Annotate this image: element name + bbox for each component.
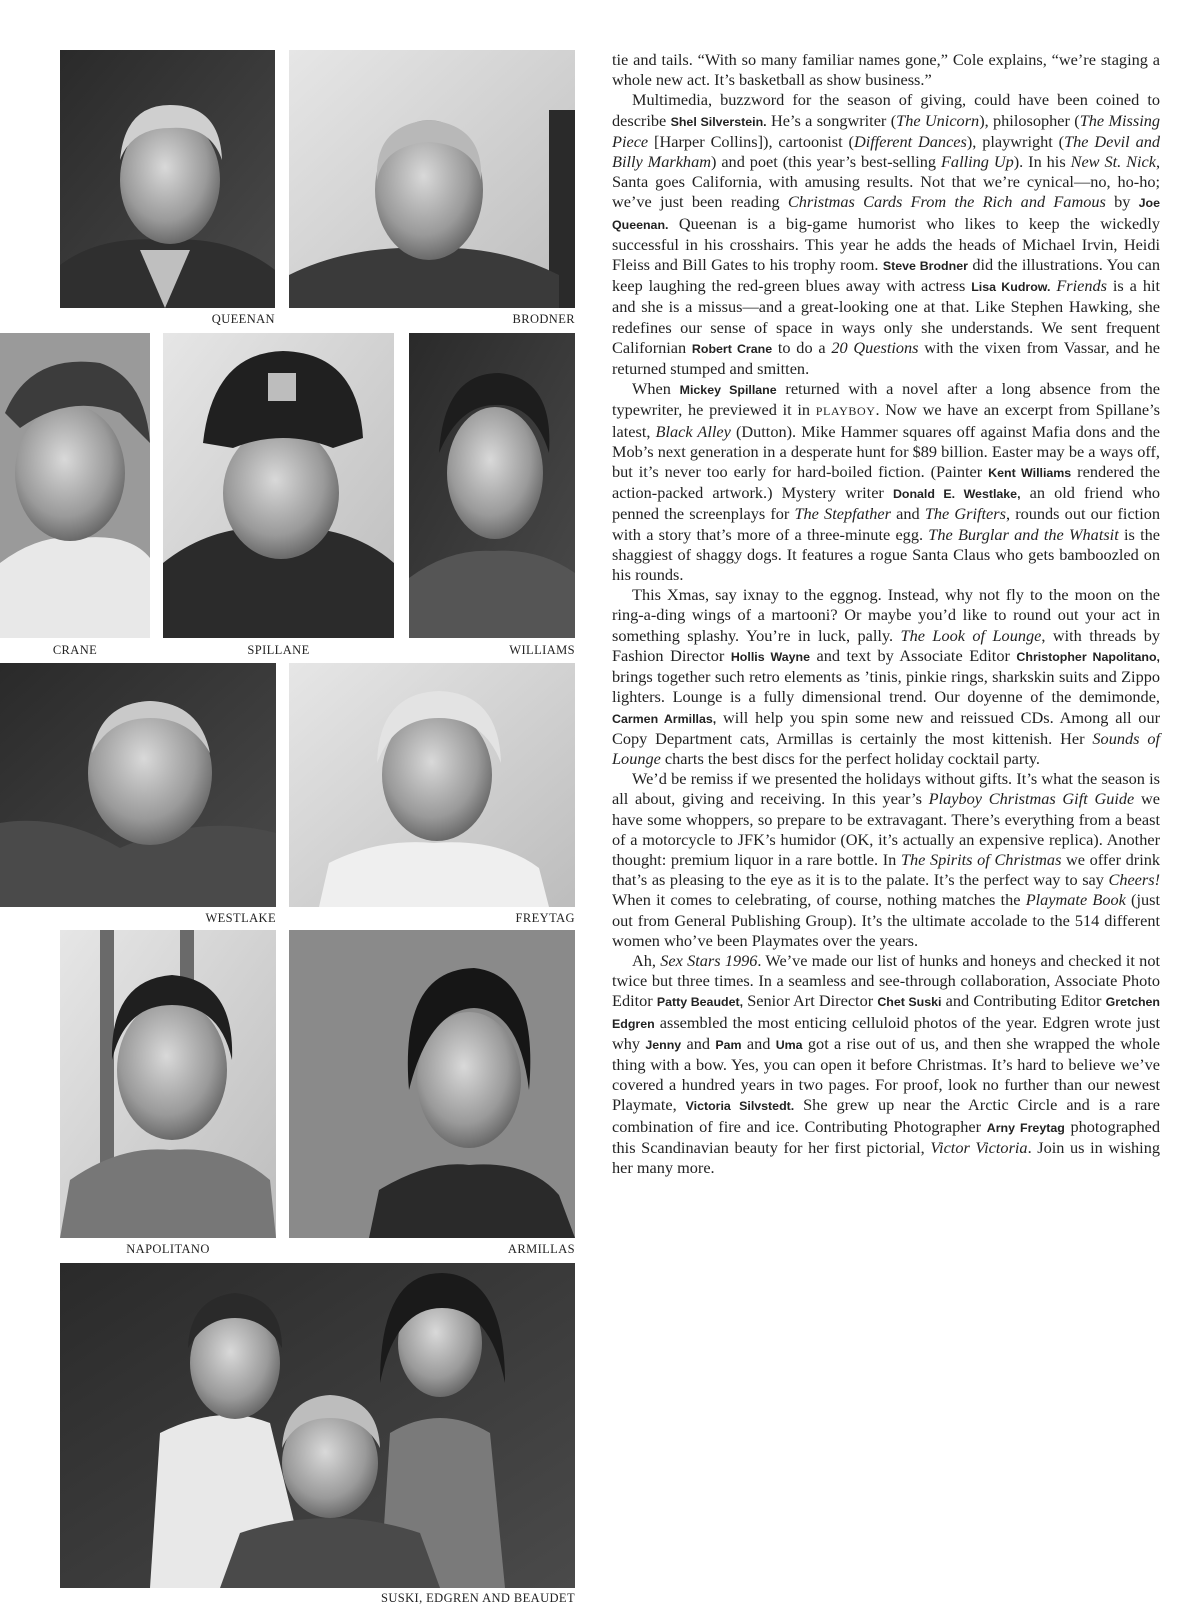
- caption-westlake: WESTLAKE: [205, 911, 276, 925]
- caption-brodner: BRODNER: [512, 312, 575, 326]
- photo-spillane: [163, 333, 394, 638]
- caption-spillane: SPILLANE: [247, 643, 310, 657]
- photo-suski-edgren-beaudet: [60, 1263, 575, 1588]
- paragraph-1: tie and tails. “With so many familiar names gone,” Cole explains, “we’re staging a whole new act. It’s basketball as show business.”: [612, 50, 1160, 90]
- paragraph-3: When Mickey Spillane returned with a novel after a long absence from the typewriter, he previewed it in PLAYBOY. Now we have an excerpt from Spillane’s latest, Black Alley (Dutton). Mike Hammer squares off against Mafia dons and the Mob’s next generation in a desperate hunt for $89 billion. Easter may be a ways off, but it’s never too early for hard-boiled fiction. (Painter Kent Williams rendered the action-packed artwork.) Mystery writer Donald E. Westlake, an old friend who penned the screenplays for The Stepfather and The Grifters, rounds out our fiction with a story that’s more of a three-minute egg. The Burglar and the Whatsit is the shaggiest of shaggy dogs. It features a rogue Santa Claus who gets bamboozled on his rounds.: [612, 379, 1160, 585]
- caption-suski-edgren-beaudet: SUSKI, EDGREN AND BEAUDET: [380, 1591, 575, 1605]
- caption-freytag: FREYTAG: [515, 911, 575, 925]
- paragraph-2: Multimedia, buzzword for the season of giving, could have been coined to describe Shel Silverstein. He’s a songwriter (The Unicorn), philosopher (The Missing Piece [Harper Collins]), cartoonist (Different Dances), playwright (The Devil and Billy Markham) and poet (this year’s best-selling Falling Up). In his New St. Nick, Santa goes California, with amusing results. Not that we’re cynical—no, ho-ho; we’ve just been reading Christmas Cards From the Rich and Famous by Joe Queenan. Queenan is a big-game humorist who likes to keep the wickedly successful in his crosshairs. This year he adds the heads of Michael Irvin, Heidi Fleiss and Bill Gates to his trophy room. Steve Brodner did the illustrations. You can keep laughing the red-green blues away with actress Lisa Kudrow. Friends is a hit and she is a missus—and a great-looking one at that. Like Stephen Hawking, she redefines our sense of space in ways only she understands. We sent frequent Californian Robert Crane to do a 20 Questions with the vixen from Vassar, and he returned stumped and smitten.: [612, 90, 1161, 379]
- photo-freytag: [289, 663, 575, 907]
- caption-armillas: ARMILLAS: [507, 1242, 575, 1256]
- paragraph-6: Ah, Sex Stars 1996. We’ve made our list of hunks and honeys and checked it not twice but three times. In a seamless and see-through collaboration, Associate Photo Editor Patty Beaudet, Senior Art Director Chet Suski and Contributing Editor Gretchen Edgren assembled the most enticing celluloid photos of the year. Edgren wrote just why Jenny and Pam and Uma got a rise out of us, and then she wrapped the whole thing with a bow. Yes, you can open it before Christmas. It’s hard to believe we’ve covered a hundred years in two pages. For proof, look no further than our newest Playmate, Victoria Silvstedt. She grew up near the Arctic Circle and is a rare combination of fire and ice. Contributing Photographer Arny Freytag photographed this Scandinavian beauty for her first pictorial, Victor Victoria. Join us in wishing her many more.: [612, 950, 1161, 1177]
- paragraph-5: We’d be remiss if we presented the holidays without gifts. It’s what the season is all about, giving and receiving. In this year’s Playboy Christmas Gift Guide we have some whoppers, so prepare to be extravagant. There’s everything from a beast of a motorcycle to JFK’s humidor (OK, it’s actually an expensive replica). Another thought: premium liquor in a rare bottle. In The Spirits of Christmas we offer drink that’s as pleasing to the eye as it is to the palate. It’s the perfect way to say Cheers! When it comes to celebrating, of course, nothing matches the Playmate Book (just out from General Publishing Group). It’s the ultimate accolade to the 514 different women who’ve been Playmates over the years.: [612, 769, 1161, 950]
- caption-crane: CRANE: [52, 643, 98, 657]
- photo-armillas: [289, 930, 575, 1238]
- photo-brodner: [289, 50, 575, 308]
- article-text: [612, 50, 1160, 1178]
- paragraph-4: This Xmas, say ixnay to the eggnog. Instead, why not fly to the moon on the ring-a-ding wings of a martooni? Or maybe you’d like to round out your act in something splashy. You’re in luck, pally. The Look of Lounge, with threads by Fashion Director Hollis Wayne and text by Associate Editor Christopher Napolitano, brings together such retro elements as ’tinis, pinkie rings, sharkskin suits and Zippo lighters. Lounge is a fully dimensional trend. Our doyenne of the demimonde, Carmen Armillas, will help you spin some new and reissued CDs. Among all our Copy Department cats, Armillas is certainly the most kittenish. Her Sounds of Lounge charts the best discs for the perfect holiday cocktail party.: [612, 585, 1161, 768]
- photo-westlake: [0, 663, 276, 907]
- caption-napolitano: NAPOLITANO: [126, 1242, 210, 1256]
- photo-williams: [409, 333, 575, 638]
- photo-crane: [0, 333, 150, 638]
- caption-queenan: QUEENAN: [211, 312, 275, 326]
- photo-queenan: [60, 50, 275, 308]
- caption-williams: WILLIAMS: [509, 643, 575, 657]
- photo-napolitano: [60, 930, 276, 1238]
